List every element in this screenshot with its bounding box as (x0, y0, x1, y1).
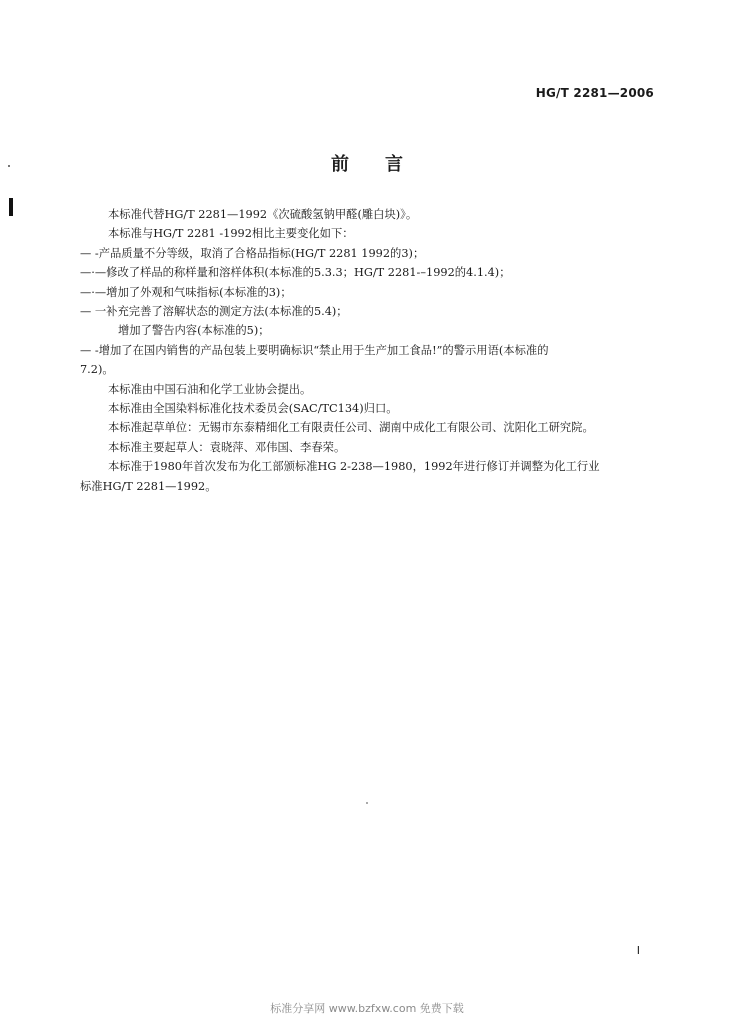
preface-line: 本标准与HG/T 2281 -1992相比主要变化如下： (108, 227, 354, 241)
preface-line: 本标准由中国石油和化学工业协会提出。 (108, 382, 312, 396)
page-title: 前言 (331, 154, 439, 175)
preface-line: —·—增加了外观和气味指标(本标准的3)； (80, 285, 292, 299)
preface-line: 本标准由全国染料标准化技术委员会(SAC/TC134)归口。 (108, 402, 398, 416)
preface-line: 增加了警告内容(本标准的5)； (118, 324, 270, 338)
watermark-footer[interactable]: 标准分享网 www.bzfxw.com 免费下载 (270, 1002, 464, 1015)
preface-body (80, 205, 660, 496)
page-number: I (636, 944, 640, 957)
standard-code: HG/T 2281—2006 (535, 86, 654, 100)
preface-line: 本标准于1980年首次发布为化工部颁标准HG 2-238—1980，1992年进行修订并调整为化工行业 (108, 460, 600, 474)
preface-line: 标准HG/T 2281—1992。 (80, 479, 217, 493)
preface-line: —·—修改了样品的称样量和溶样体积(本标准的5.3.3；HG/T 2281-–1992的4.1.4)； (80, 266, 511, 280)
preface-line: 本标准起草单位：无锡市东泰精细化工有限责任公司、湖南中成化工有限公司、沈阳化工研究院。 (108, 421, 594, 435)
preface-line: — -增加了在国内销售的产品包装上要明确标识“禁止用于生产加工食品!”的警示用语(本标准的 (80, 343, 549, 357)
preface-line: — -产品质量不分等级，取消了合格品指标(HG/T 2281 1992的3)； (80, 246, 425, 260)
preface-line: — 一补充完善了溶解状态的测定方法(本标准的5.4)； (80, 305, 348, 319)
preface-line: 本标准代替HG/T 2281—1992《次硫酸氢钠甲醛(雕白块)》。 (108, 208, 418, 221)
scan-speck (366, 802, 368, 804)
preface-line: 本标准主要起草人：袁晓萍、邓伟国、李春荣。 (108, 440, 346, 454)
scan-mark-bar (9, 198, 13, 216)
preface-line: 7.2)。 (80, 363, 114, 377)
